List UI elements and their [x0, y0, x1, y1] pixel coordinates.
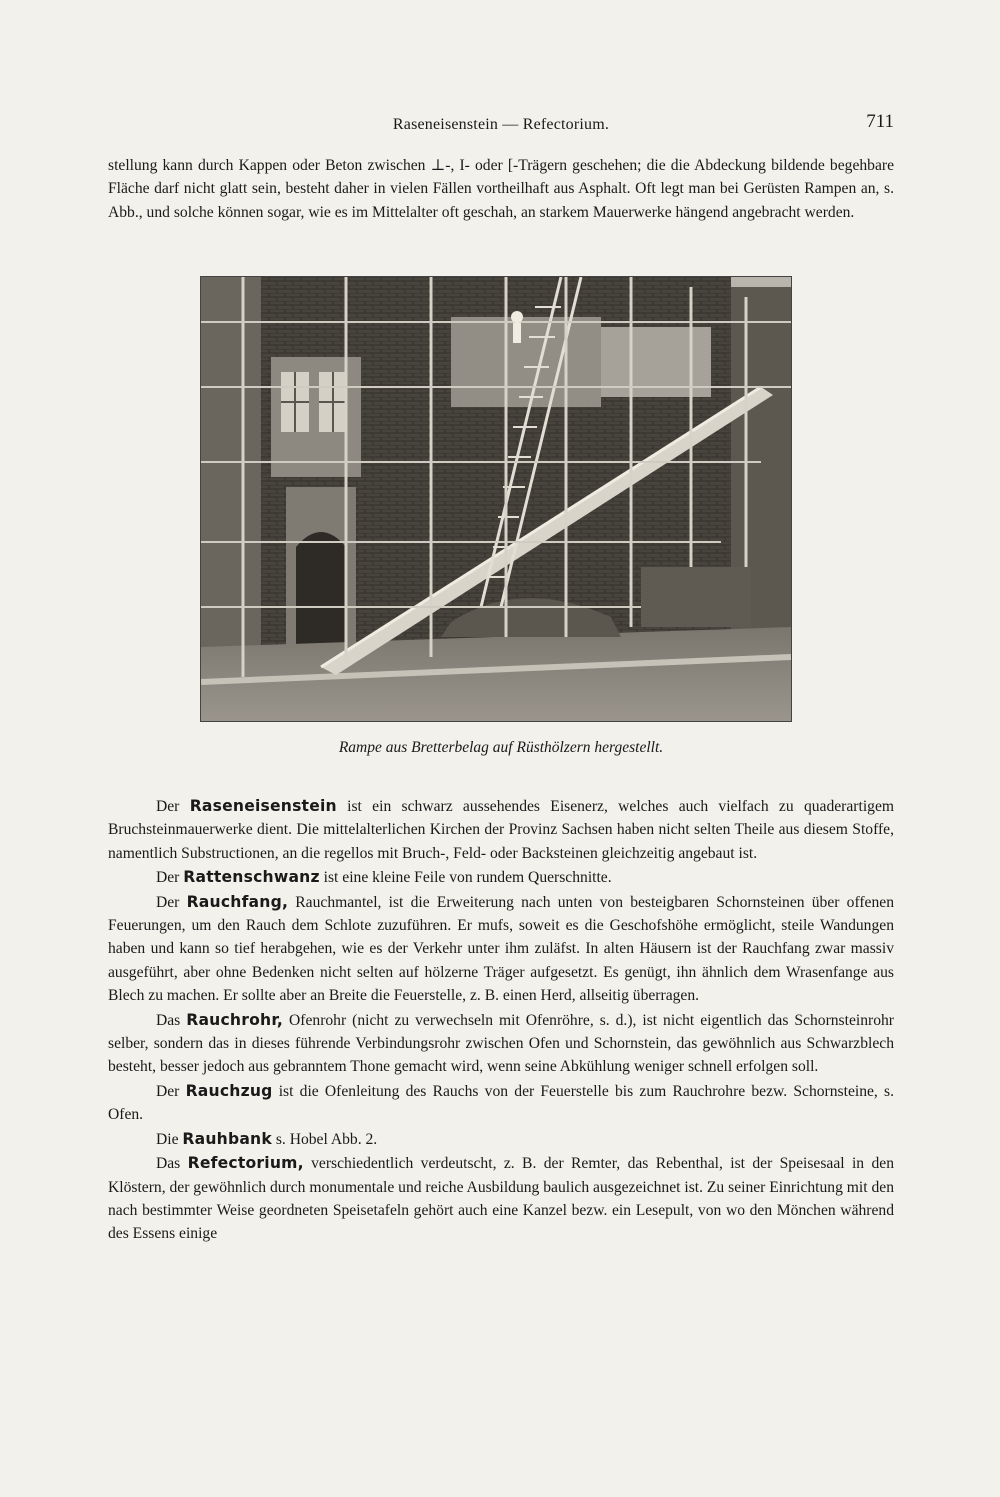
figure-caption: Rampe aus Bretterbelag auf Rüsthölzern hergestellt. [338, 739, 664, 756]
intro-paragraph: stellung kann durch Kappen oder Beton zwischen ⊥-, I- oder [-Trägern geschehen; die die Abdeckung bildende begehbare Fläche darf nicht glatt sein, besteht daher in vielen Fällen vortheilhaft aus Asphalt. Oft legt man bei Gerüsten Rampen an, s. Abb., und solche können sogar, wie es im Mittelalter oft geschah, an starkem Mauerwerke hängend angebracht werden. [108, 157, 894, 221]
lexicon-entry [108, 891, 894, 1008]
entry-article: Der [156, 869, 180, 887]
scaffolding-photo [200, 276, 792, 722]
lexicon-entry [108, 1152, 894, 1246]
entry-article: Der [156, 798, 180, 815]
lexicon-entry [108, 1128, 894, 1151]
lexicon-entry [108, 1009, 894, 1079]
entry-headword: Rauchzug [185, 1081, 273, 1100]
entry-text: Ofenrohr (nicht zu verwechseln mit Ofenröhre, s. d.), ist nicht eigentlich das Schornsteinrohr selber, sondern das in dieses führende Verbindungsrohr zwischen Ofen und Schornstein, das gewöhnlich aus Schwarzblech besteht, besser jedoch aus gebranntem Thone gemacht wird, wenn seine Abkühlung weniger schnell erfolgen soll. [108, 1011, 894, 1076]
entry-text: Rauchmantel, ist die Erweiterung nach unten von besteigbaren Schornsteinen über offenen Feuerungen, um den Rauch dem Schlote zuzuführen. Er mufs, soweit es die Geschofshöhe ermöglicht, steile Wandungen haben und kann so tief herabgehen, wie es der Verkehr unter ihm zuläfst. In alten Häusern ist der Rauchfang zwar massiv ausgeführt, aber ohne Bedenken nicht selten auf hölzerne Träger aufgesetzt. Es genügt, ihn ähnlich dem Wrasenfange aus Blech zu machen. Er sollte aber an Breite die Feuerstelle, z. B. einen Herd, allseitig überragen. [108, 893, 894, 1005]
entry-headword: Rattenschwanz [183, 868, 320, 887]
entry-article: Die [156, 1130, 179, 1148]
entry-headword: Rauchfang, [186, 892, 289, 911]
running-head [108, 111, 894, 140]
entry-article: Der [156, 1082, 180, 1100]
scaffolding-photo-illustration [201, 277, 791, 721]
entry-article: Der [156, 893, 180, 911]
lexicon-entry [108, 866, 894, 889]
lexicon-entries [108, 795, 894, 1247]
entry-article: Das [156, 1011, 181, 1029]
entry-headword: Rauchrohr, [186, 1010, 284, 1029]
entry-text: verschiedentlich verdeutscht, z. B. der Remter, das Rebenthal, ist der Speisesaal in den Klöstern, der gewöhnlich durch monumentale und reiche Ausbildung baulich ausgezeichnet ist. Zu seiner Einrichtung mit den nach bestimmter Weise geordneten Speisetafeln gehört auch eine Kanzel bezw. ein Lesepult, von wo den Mönchen während des Essens einige [108, 1155, 895, 1243]
entry-headword: Rauhbank [182, 1129, 272, 1148]
entry-headword: Raseneisenstein [189, 797, 337, 815]
entry-text: ist die Ofenleitung des Rauchs von der Feuerstelle bis zum Rauchrohre bezw. Schornsteine, s. Ofen. [108, 1082, 894, 1124]
page-number: 711 [866, 111, 894, 132]
running-head-title: Raseneisenstein — Refectorium. [392, 116, 610, 133]
entry-article: Das [156, 1155, 181, 1173]
entry-text: ist ein schwarz aussehendes Eisenerz, welches auch vielfach zu quaderartigem Bruchsteinmauerwerke dient. Die mittelalterlichen Kirchen der Provinz Sachsen haben nicht selten Theile aus diesem Stoffe, namentlich Substructionen, an die regellos mit Bruch-, Feld- oder Backsteinen gleichzeitig angebaut ist. [108, 798, 895, 862]
entry-headword: Refectorium, [187, 1154, 304, 1173]
entry-text: ist eine kleine Feile von rundem Querschnitte. [323, 869, 612, 887]
lexicon-entry [108, 1080, 894, 1127]
lexicon-entry [108, 795, 894, 865]
entry-text: s. Hobel Abb. 2. [275, 1130, 378, 1148]
